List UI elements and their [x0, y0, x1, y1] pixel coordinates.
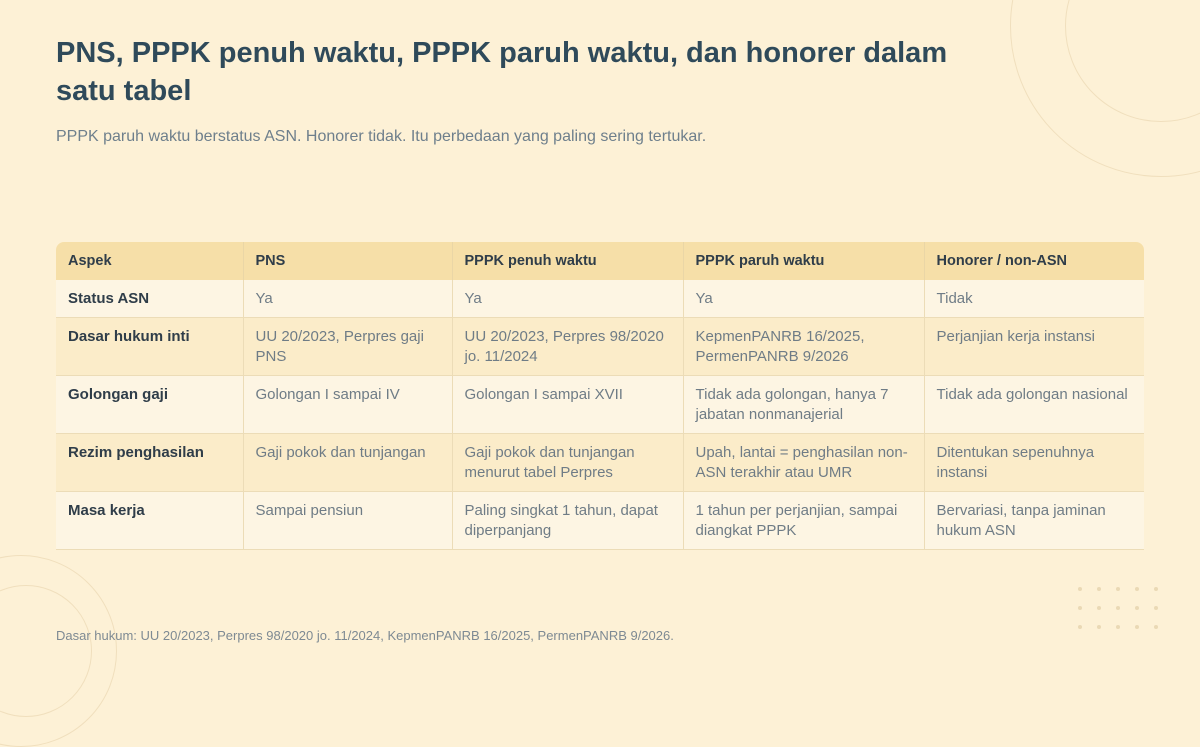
deco-dot — [1097, 606, 1101, 610]
deco-dot — [1116, 606, 1120, 610]
deco-dot — [1097, 587, 1101, 591]
table-cell: 1 tahun per perjanjian, sampai diangkat PPPK — [683, 492, 924, 550]
column-header-pns: PNS — [243, 242, 452, 280]
table-row — [56, 318, 1144, 376]
table-row — [56, 434, 1144, 492]
row-label: Golongan gaji — [56, 376, 243, 434]
table-row — [56, 376, 1144, 434]
page-subtitle: PPPK paruh waktu berstatus ASN. Honorer tidak. Itu perbedaan yang paling sering tertukar. — [56, 128, 707, 145]
table-cell: Perjanjian kerja instansi — [924, 318, 1144, 376]
table-cell: Golongan I sampai IV — [243, 376, 452, 434]
comparison-table — [56, 242, 1144, 550]
deco-dot — [1135, 587, 1139, 591]
row-label: Status ASN — [56, 280, 243, 318]
table-cell: Upah, lantai = penghasilan non-ASN terakhir atau UMR — [683, 434, 924, 492]
table-cell: Ya — [243, 280, 452, 318]
deco-dot — [1154, 625, 1158, 629]
deco-dot — [1116, 587, 1120, 591]
deco-dot-grid — [1078, 587, 1164, 633]
deco-dot — [1078, 606, 1082, 610]
table-cell: Ya — [683, 280, 924, 318]
page-title: PNS, PPPK penuh waktu, PPPK paruh waktu, dan honorer dalam satu tabel — [56, 37, 948, 107]
table-cell: Sampai pensiun — [243, 492, 452, 550]
column-header-pppk-paruh-waktu: PPPK paruh waktu — [683, 242, 924, 280]
table-cell: Ditentukan sepenuhnya instansi — [924, 434, 1144, 492]
deco-dot — [1135, 606, 1139, 610]
table-cell: Tidak ada golongan, hanya 7 jabatan nonmanajerial — [683, 376, 924, 434]
column-header-aspek: Aspek — [56, 242, 243, 280]
table-cell: Paling singkat 1 tahun, dapat diperpanjang — [452, 492, 683, 550]
table-row — [56, 280, 1144, 318]
deco-dot — [1097, 625, 1101, 629]
deco-circle-bottom-left-inner — [0, 585, 92, 717]
table-cell: Gaji pokok dan tunjangan — [243, 434, 452, 492]
deco-circle-bottom-left-outer — [0, 555, 117, 747]
table-cell: UU 20/2023, Perpres gaji PNS — [243, 318, 452, 376]
table-cell: Tidak ada golongan nasional — [924, 376, 1144, 434]
table-cell: Ya — [452, 280, 683, 318]
table-cell: UU 20/2023, Perpres 98/2020 jo. 11/2024 — [452, 318, 683, 376]
column-header-pppk-penuh-waktu: PPPK penuh waktu — [452, 242, 683, 280]
row-label: Dasar hukum inti — [56, 318, 243, 376]
table-cell: Bervariasi, tanpa jaminan hukum ASN — [924, 492, 1144, 550]
table-cell: KepmenPANRB 16/2025, PermenPANRB 9/2026 — [683, 318, 924, 376]
row-label: Masa kerja — [56, 492, 243, 550]
column-header-honorer: Honorer / non-ASN — [924, 242, 1144, 280]
footer-note: Dasar hukum: UU 20/2023, Perpres 98/2020 jo. 11/2024, KepmenPANRB 16/2025, PermenPANRB 9/2026. — [56, 628, 674, 643]
table-cell: Tidak — [924, 280, 1144, 318]
deco-dot — [1078, 587, 1082, 591]
deco-circle-outer — [1010, 0, 1200, 177]
deco-dot — [1116, 625, 1120, 629]
table-row — [56, 492, 1144, 550]
row-label: Rezim penghasilan — [56, 434, 243, 492]
deco-dot — [1154, 587, 1158, 591]
table-header-row — [56, 242, 1144, 280]
deco-dot — [1135, 625, 1139, 629]
deco-dot — [1154, 606, 1158, 610]
deco-circle-middle — [1065, 0, 1200, 122]
table-cell: Gaji pokok dan tunjangan menurut tabel Perpres — [452, 434, 683, 492]
table-cell: Golongan I sampai XVII — [452, 376, 683, 434]
deco-dot — [1078, 625, 1082, 629]
